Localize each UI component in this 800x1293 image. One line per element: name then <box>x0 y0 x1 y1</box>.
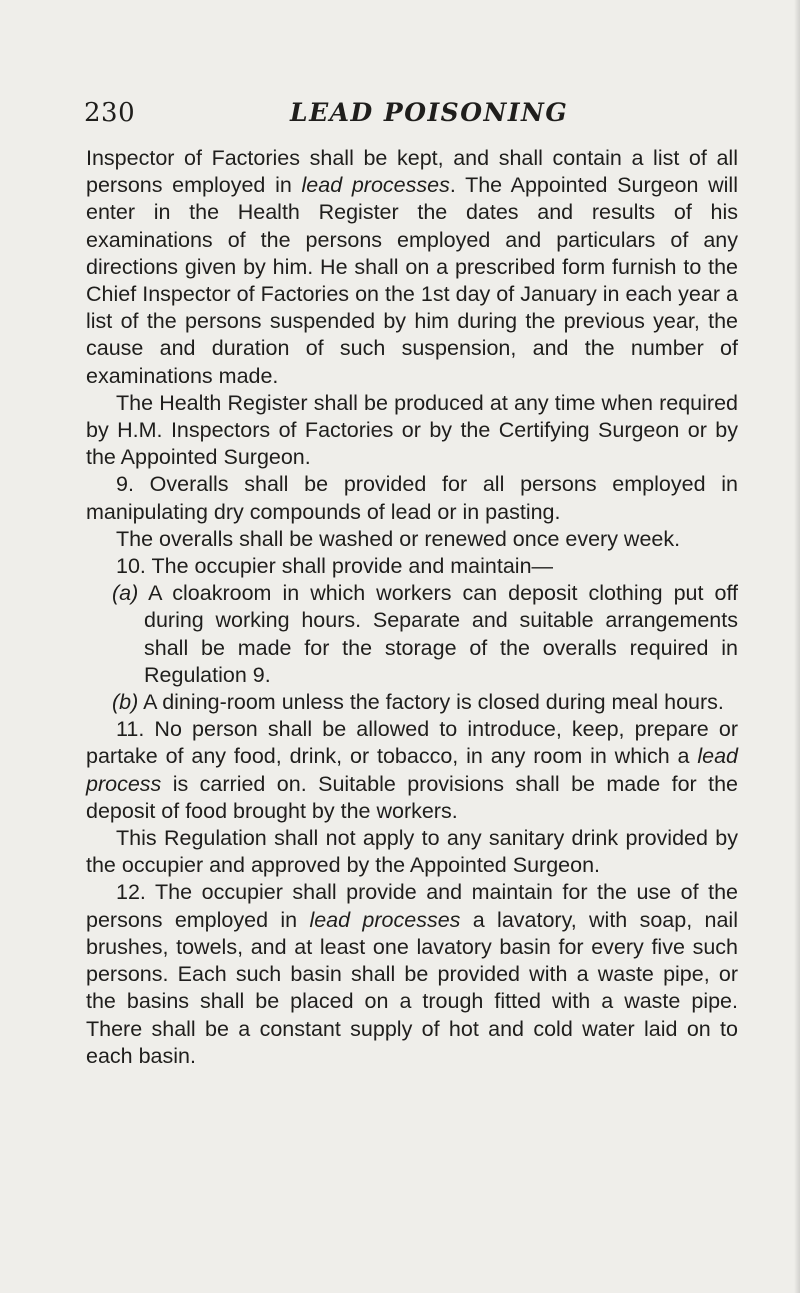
paragraph: The Health Register shall be produced at any time when required by H.M. Inspectors of Factories or by the Certifying Surgeon or by the Appointed Surgeon. <box>86 390 738 470</box>
paragraph-text: is carried on. Suitable provisions shall be made for the deposit of food brought by the workers. <box>86 771 738 823</box>
regulation-10: 10. The occupier shall provide and maintain— <box>116 554 554 579</box>
paragraph-text: Inspector of Factories shall be kept, and shall contain a list of all persons employed in <box>86 146 738 198</box>
page-header <box>84 98 724 138</box>
paragraph-text: 12. The occupier shall provide and maintain for the use of the persons employed in <box>86 880 738 932</box>
sub-item-b <box>86 689 738 716</box>
paragraph-text: 11. No person shall be allowed to introduce, keep, prepare or partake of any food, drink, or tobacco, in any room in which a <box>86 717 738 769</box>
sub-item-label: (b) <box>112 690 139 715</box>
regulation-9: 9. Overalls shall be provided for all persons employed in manipulating dry compounds of lead or in pasting. <box>86 472 738 524</box>
body-text <box>86 145 738 1070</box>
running-title: LEAD POISONING <box>290 98 569 127</box>
sub-item-text: A cloakroom in which workers can deposit clothing put off during working hours. Separate and suitable arrangements shall be made for the storage of the overalls required in Regulation 9. <box>138 581 738 687</box>
sub-item-text: A dining-room unless the factory is closed during meal hours. <box>138 690 724 715</box>
paragraph: The overalls shall be washed or renewed once every week. <box>116 526 681 551</box>
paragraph: This Regulation shall not apply to any sanitary drink provided by the occupier and approved by the Appointed Surgeon. <box>86 826 738 878</box>
italic-term: lead processes <box>301 173 450 198</box>
page-edge-shadow <box>794 0 800 1293</box>
paragraph-text: . The Appointed Surgeon will enter in the Health Register the dates and results of his examinations of the persons employed and particulars of any directions given by him. He shall on a prescribed form furnish to the Chief Inspector of Factories on the 1st day of January in each year a list of the persons suspended by him during the previous year, the cause and duration of such suspension, and the number of examinations made. <box>86 173 738 388</box>
regulation-11 <box>86 716 738 825</box>
regulation-12 <box>86 879 738 1069</box>
paragraph <box>86 145 738 390</box>
italic-term: lead process <box>86 744 738 796</box>
italic-term: lead processes <box>309 907 461 932</box>
page-number: 230 <box>84 98 136 128</box>
sub-item-label: (a) <box>112 581 139 606</box>
sub-item-a <box>86 580 738 689</box>
paragraph-text: a lavatory, with soap, nail brushes, towels, and at least one lavatory basin for every five such persons. Each such basin shall be provided with a waste pipe, or the basins shall be placed on a trough fitted with a waste pipe. There shall be a constant supply of hot and cold water laid on to each basin. <box>86 907 738 1068</box>
